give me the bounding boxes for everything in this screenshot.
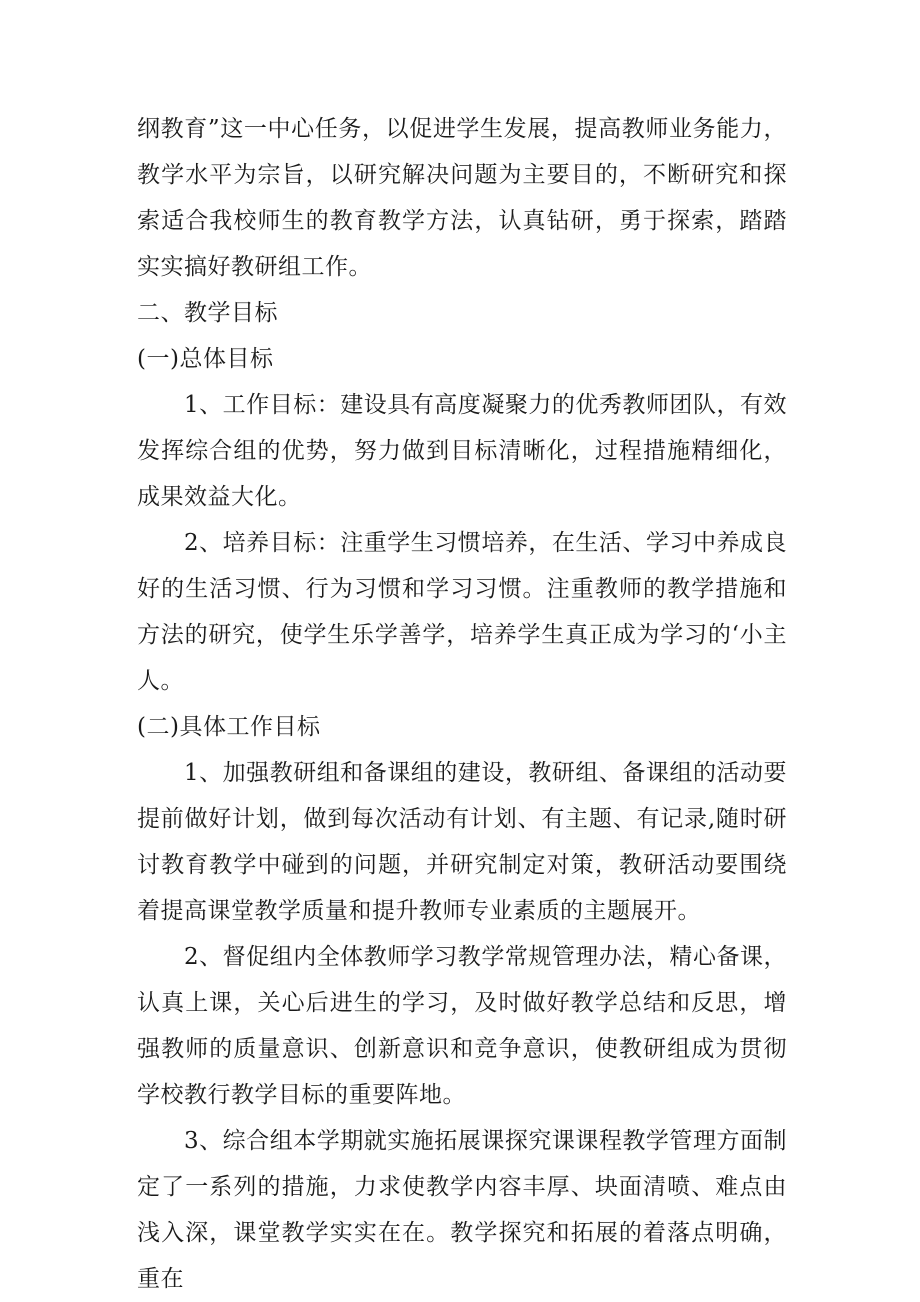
section-heading-teaching-goals: 二、教学目标 <box>137 300 278 326</box>
intro-paragraph: 纲教育”这一中心任务，以促进学生发展，提高教师业务能力，教学水平为宗旨，以研究解决问题为主要目的，不断研究和探索适合我校师生的教育教学方法，认真钻研，勇于探索，踏踏实实搞好教研组工作。 <box>137 116 787 280</box>
subheading-overall-goals: (一)总体目标 <box>137 346 274 372</box>
cultivation-goal-paragraph: 2、培养目标：注重学生习惯培养，在生活、学习中养成良好的生活习惯、行为习惯和学习习惯。注重教师的教学措施和方法的研究，使学生乐学善学，培养学生真正成为学习的‘小主人。 <box>137 530 787 694</box>
specific-goal-1-paragraph: 1、加强教研组和备课组的建设，教研组、备课组的活动要提前做好计划，做到每次活动有计划、有主题、有记录,随时研讨教育教学中碰到的问题，并研究制定对策，教研活动要围绕着提高课堂教学质量和提升教师专业素质的主题展开。 <box>137 760 787 924</box>
subheading-specific-goals: (二)具体工作目标 <box>137 714 321 740</box>
document-body <box>137 106 787 1302</box>
specific-goal-3-paragraph: 3、综合组本学期就实施拓展课探究课课程教学管理方面制定了一系列的措施，力求使教学内容丰厚、块面清喷、难点由浅入深，课堂教学实实在在。教学探究和拓展的着落点明确，重在 <box>137 1128 787 1292</box>
work-goal-paragraph: 1、工作目标：建设具有高度凝聚力的优秀教师团队，有效发挥综合组的优势，努力做到目标清晰化，过程措施精细化，成果效益大化。 <box>137 392 787 510</box>
specific-goal-2-paragraph: 2、督促组内全体教师学习教学常规管理办法，精心备课，认真上课，关心后进生的学习，及时做好教学总结和反思，增强教师的质量意识、创新意识和竞争意识，使教研组成为贯彻学校教行教学目标的重要阵地。 <box>137 944 787 1108</box>
